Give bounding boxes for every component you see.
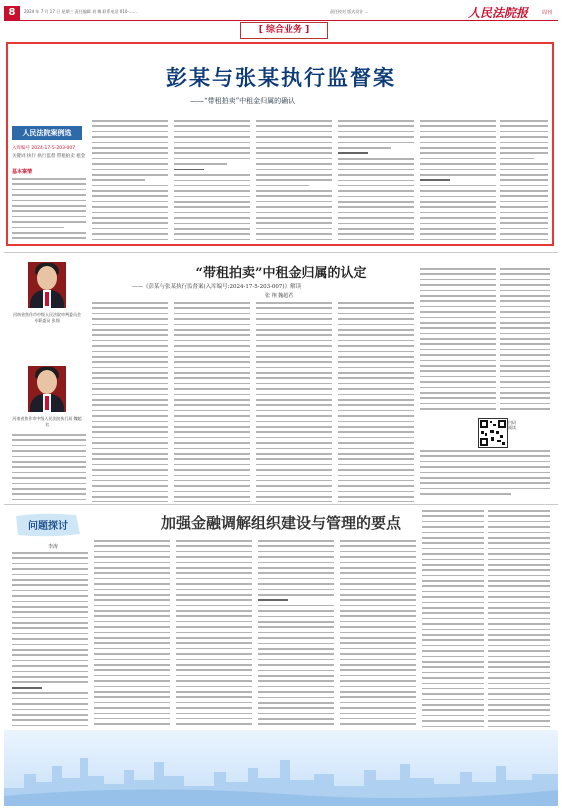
feature-text-col-2 xyxy=(92,120,168,242)
bottom-article-author: 李涛 xyxy=(48,544,59,550)
feature-text-col-7 xyxy=(500,120,548,242)
bottom-text-col-5 xyxy=(340,540,416,728)
article-text-col-2 xyxy=(174,302,250,502)
bottom-article-title: 加强金融调解组织建设与管理的要点 xyxy=(160,514,401,532)
article-text-col-1 xyxy=(92,302,168,502)
article-title: “带租拍卖”中租金归属的认定 xyxy=(195,266,367,281)
feature-text-col-5 xyxy=(338,120,414,242)
bottom-text-col-3 xyxy=(176,540,252,728)
bottom-text-col-6 xyxy=(422,510,484,728)
bottom-text-col-4 xyxy=(258,540,334,728)
feature-text-col-4 xyxy=(256,120,332,242)
feature-text-col-1 xyxy=(12,178,86,240)
article-text-col-0 xyxy=(12,434,86,502)
author-photo-2 xyxy=(28,366,66,412)
qr-code[interactable] xyxy=(478,418,508,448)
article-text-col-6 xyxy=(500,268,550,414)
article-text-col-5 xyxy=(420,268,496,414)
bottom-text-col-1 xyxy=(12,552,88,728)
case-keywords: 关键词 执行 执行监督 带租拍卖 租金 xyxy=(12,154,86,159)
basic-facts-heading: 基本案情 xyxy=(12,169,33,175)
page-number: 8 xyxy=(4,6,20,20)
bottom-text-col-2 xyxy=(94,540,170,728)
skyline-banner xyxy=(4,730,558,806)
author-photo-1 xyxy=(28,262,66,308)
feature-title: 彭某与张某执行监督案 xyxy=(166,65,396,90)
article-subtitle: ——《彭某与张某执行监督案(入库编号:2024-17-5-203-007)》解读 xyxy=(132,284,302,290)
masthead: 人民法院报 xyxy=(468,6,529,20)
feature-text-col-6 xyxy=(420,120,496,242)
section-label: [ 综合业务 ] xyxy=(240,22,328,39)
header-rule xyxy=(4,20,558,21)
qr-label: 扫码阅读 xyxy=(508,420,516,430)
article-text-col-3 xyxy=(256,302,332,502)
header-meta-right: 责任校对 版式设计 … xyxy=(330,9,369,14)
skyline-image xyxy=(4,730,558,806)
author-caption-2: 河南省焦作市中级人民法院执行局 魏超君 xyxy=(12,416,82,427)
article-text-col-4 xyxy=(338,302,414,502)
case-tag: 人民法院案例选 xyxy=(12,126,82,140)
author-caption-1: 河南省焦作市中级人民法院审判委员会专职委员 张翔 xyxy=(13,312,81,323)
article-authors: 张 翔 魏超君 xyxy=(265,293,294,299)
bottom-text-col-7 xyxy=(488,510,550,728)
topic-tag-text: 问题探讨 xyxy=(28,521,68,532)
feature-subtitle: ——“带租拍卖”中租金归属的确认 xyxy=(190,97,296,105)
case-number: 入库编号 2024-17-5-203-007 xyxy=(12,146,76,151)
feature-text-col-3 xyxy=(174,120,250,242)
section-divider xyxy=(4,252,558,253)
weekly-label: 周刊 xyxy=(542,10,553,16)
article-text-col-7 xyxy=(420,450,550,500)
section-divider-2 xyxy=(4,504,558,505)
header-meta: 2024 年 7 月 17 日 星期三 责任编辑 刘 梅 联系电话 010-…… xyxy=(24,9,137,14)
